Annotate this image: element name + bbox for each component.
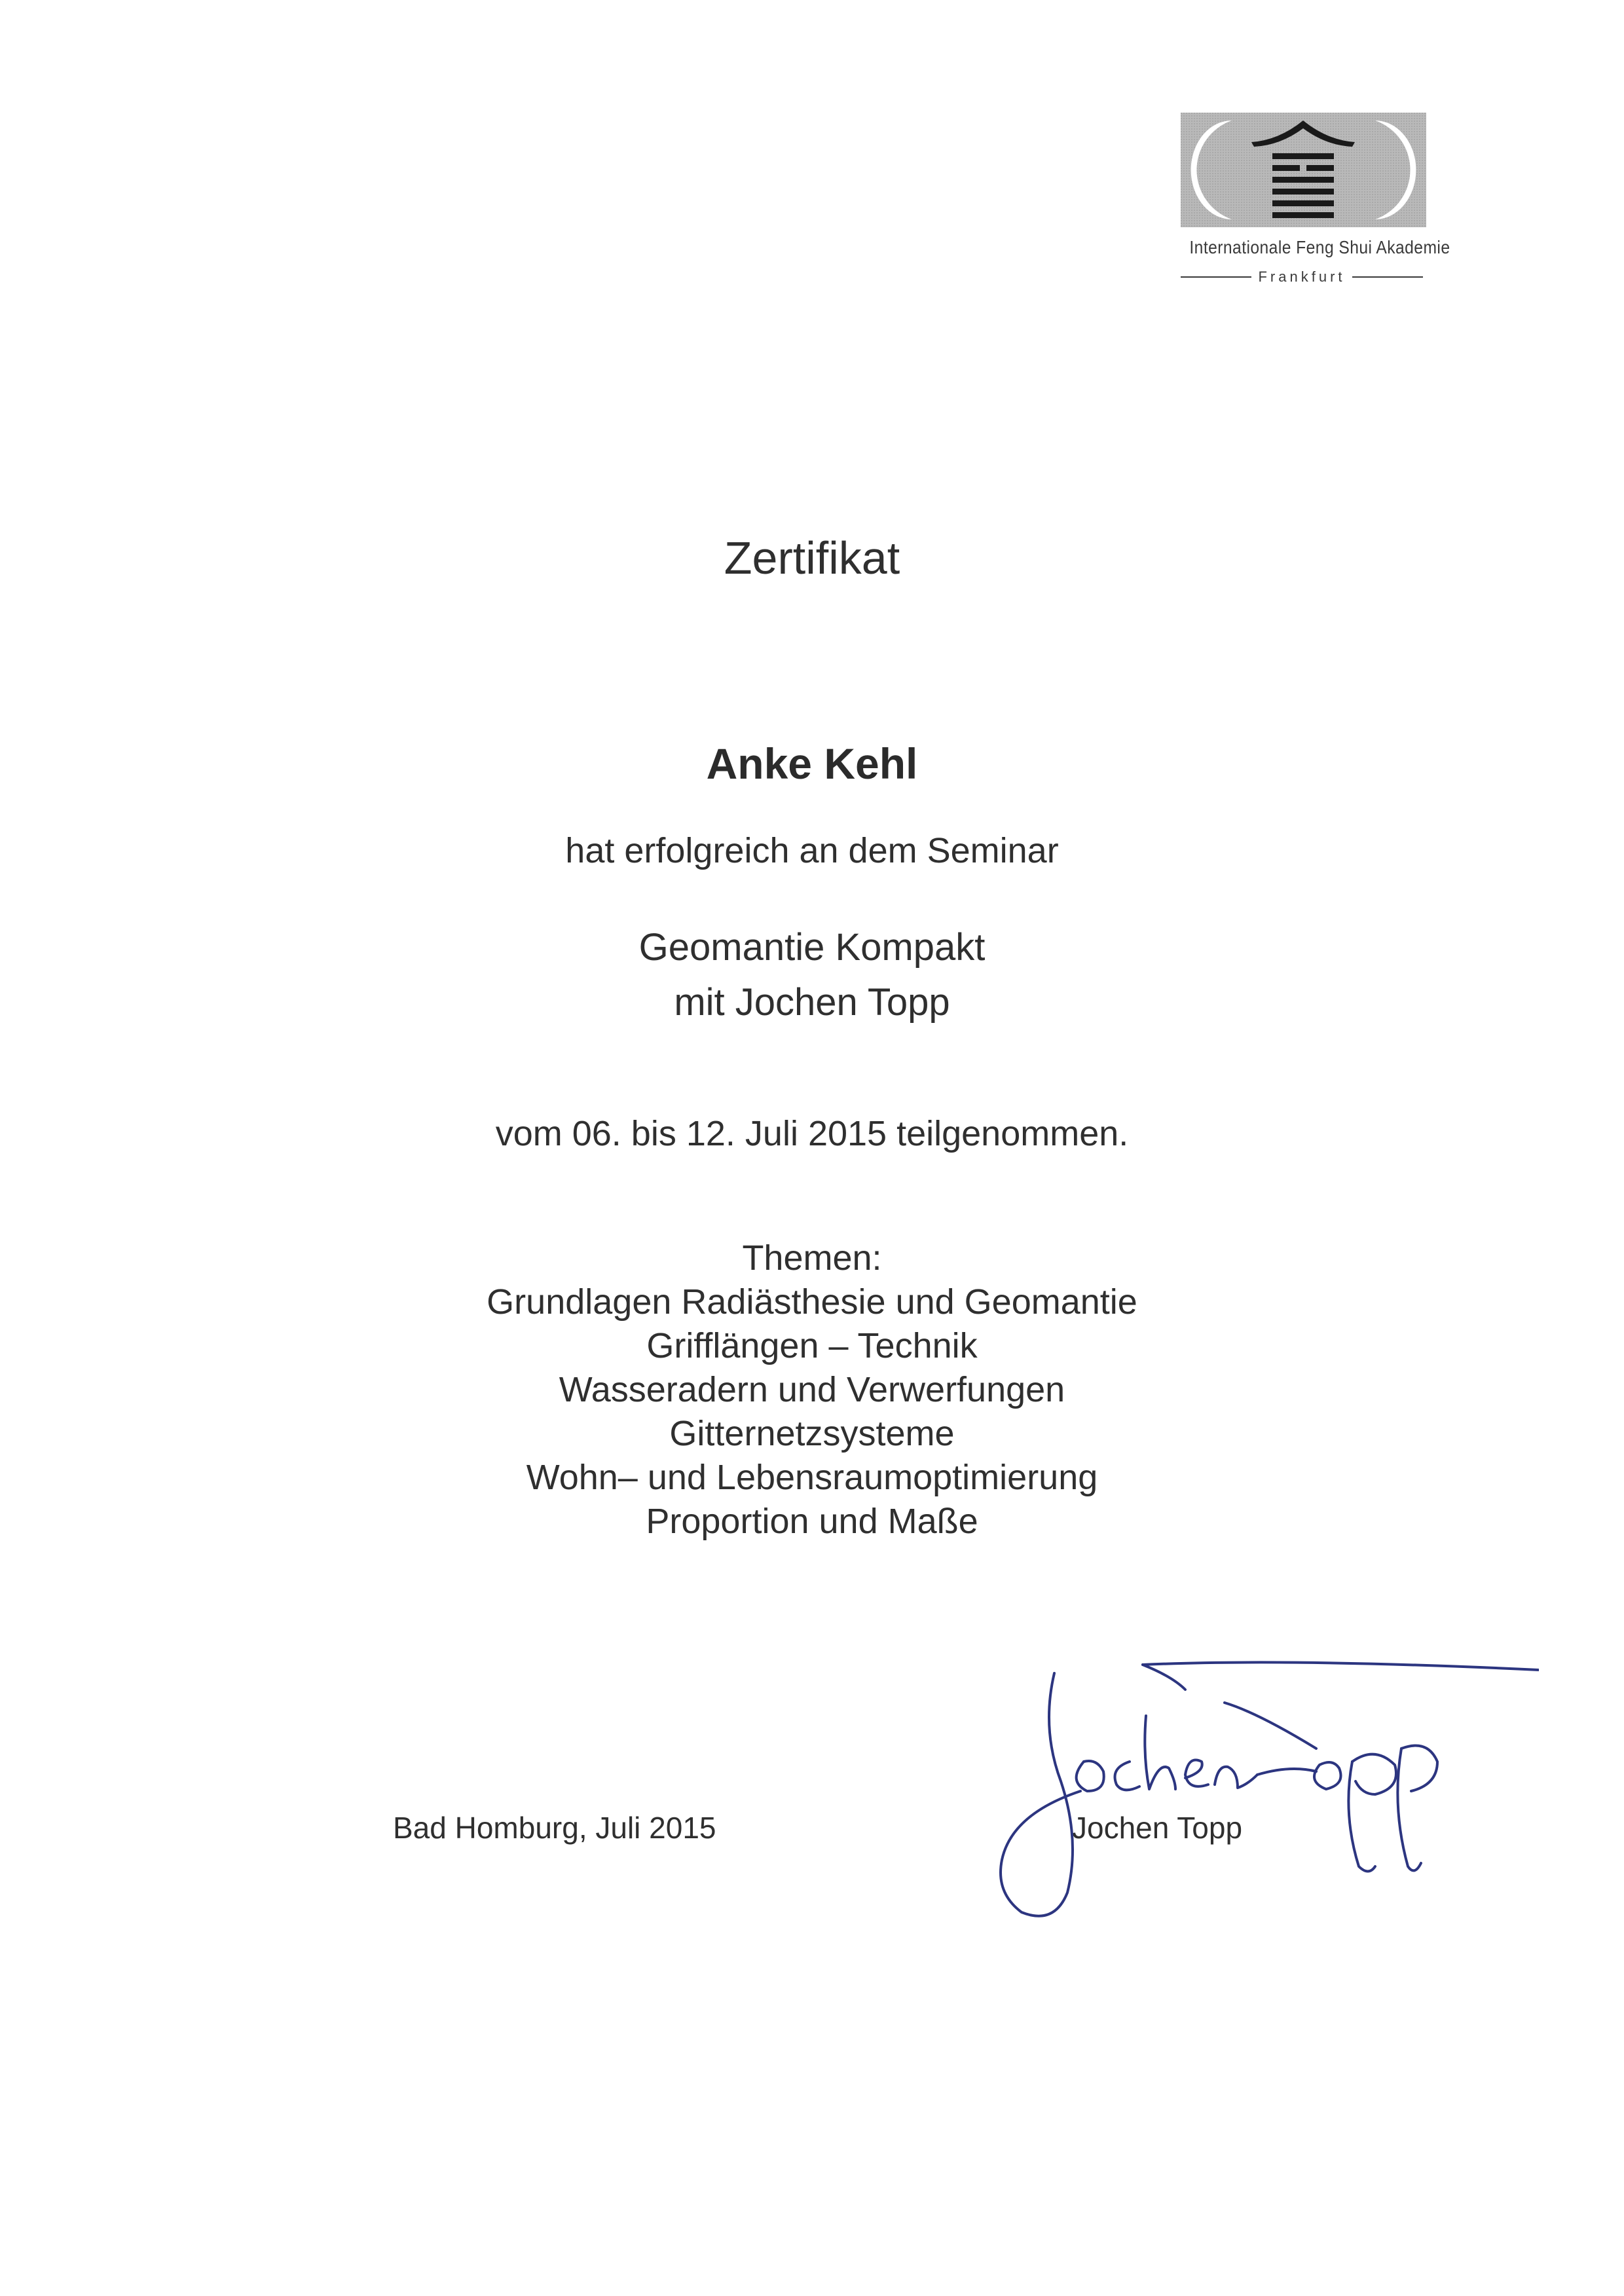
topic-item: Wohn– und Lebensraumoptimierung [526, 1458, 1098, 1497]
topic-item: Proportion und Maße [646, 1502, 978, 1541]
seminar-instructor: mit Jochen Topp [674, 981, 950, 1024]
place-and-date: Bad Homburg, Juli 2015 [393, 1811, 716, 1845]
seminar-title: Geomantie Kompakt [638, 926, 986, 969]
topic-item: Wasseradern und Verwerfungen [559, 1370, 1065, 1409]
academy-city-row [1174, 267, 1430, 287]
academy-name: Internationale Feng Shui Akademie [1189, 237, 1450, 257]
seminar-block [0, 920, 1624, 1030]
topic-item: Gitternetzsysteme [669, 1414, 955, 1453]
intro-text: hat erfolgreich an dem Seminar [565, 831, 1059, 870]
topics-list [0, 1236, 1624, 1544]
seminar-dates: vom 06. bis 12. Juli 2015 teilgenommen. [495, 1114, 1129, 1153]
academy-logo [1174, 113, 1450, 303]
certificate-title: Zertifikat [724, 532, 900, 583]
topic-item: Grifflängen – Technik [646, 1326, 978, 1365]
recipient-name: Anke Kehl [706, 739, 918, 788]
topic-item: Grundlagen Radiästhesie und Geomantie [487, 1282, 1137, 1322]
topics-heading: Themen: [742, 1238, 882, 1278]
academy-city: Frankfurt [1258, 268, 1346, 285]
divider-line [1181, 276, 1251, 278]
feng-shui-emblem-icon [1181, 113, 1426, 227]
signer-name: Jochen Topp [1072, 1811, 1243, 1845]
divider-line [1352, 276, 1423, 278]
handwritten-signature [950, 1650, 1539, 1932]
